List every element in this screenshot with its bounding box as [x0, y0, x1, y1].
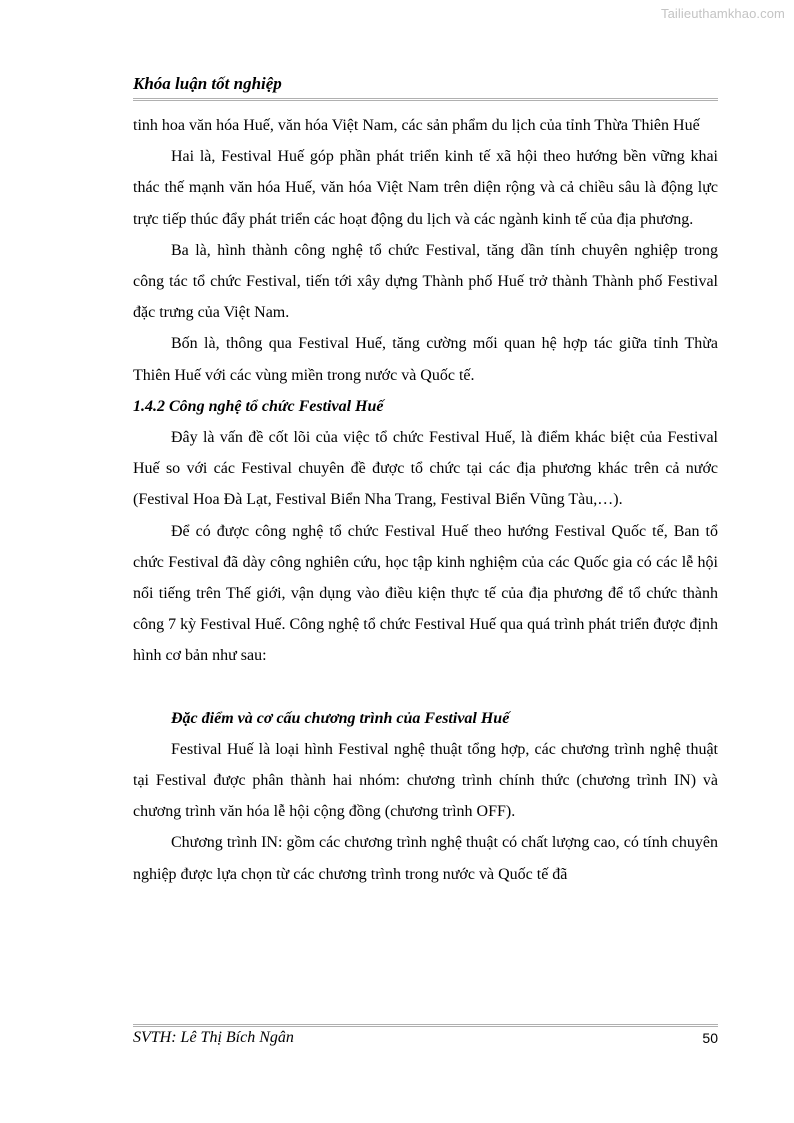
watermark: Tailieuthamkhao.com: [660, 6, 785, 21]
paragraph-4: Bốn là, thông qua Festival Huế, tăng cường mối quan hệ hợp tác giữa tỉnh Thừa Thiên Huế với các vùng miền trong nước và Quốc tế.: [133, 335, 718, 384]
spacer: [133, 672, 718, 703]
footer-author: SVTH: Lê Thị Bích Ngân: [133, 1029, 294, 1046]
paragraph-8: Chương trình IN: gồm các chương trình nghệ thuật có chất lượng cao, có tính chuyên nghiệp được lựa chọn từ các chương trình trong nước và Quốc tế đã: [133, 834, 718, 883]
section-heading-1-4-2: 1.4.2 Công nghệ tổ chức Festival Huế: [133, 397, 384, 415]
paragraph-7: Festival Huế là loại hình Festival nghệ thuật tổng hợp, các chương trình nghệ thuật tại Festival được phân thành hai nhóm: chương trình chính thức (chương trình IN) và chương trình văn hóa lễ hội cộng đồng (chương trình OFF).: [133, 740, 718, 821]
paragraph-3: Ba là, hình thành công nghệ tổ chức Festival, tăng dần tính chuyên nghiệp trong công tác tổ chức Festival, tiến tới xây dựng Thành phố Huế trở thành Thành phố Festival đặc trưng của Việt Nam.: [133, 241, 718, 322]
paragraph-2: Hai là, Festival Huế góp phần phát triển kinh tế xã hội theo hướng bền vững khai thác thế mạnh văn hóa Huế, văn hóa Việt Nam trên diện rộng và cả chiều sâu là động lực trực tiếp thúc đẩy phát triển các hoạt động du lịch và các ngành kinh tế của địa phương.: [133, 148, 718, 228]
document-body: [133, 110, 718, 890]
subsection-heading: Đặc điểm và cơ cấu chương trình của Festival Huế: [171, 709, 510, 727]
page-header-title: Khóa luận tốt nghiệp: [133, 74, 282, 93]
paragraph-1: tinh hoa văn hóa Huế, văn hóa Việt Nam, các sản phẩm du lịch của tỉnh Thừa Thiên Huế: [133, 117, 700, 134]
paragraph-6: Để có được công nghệ tổ chức Festival Huế theo hướng Festival Quốc tế, Ban tổ chức Festival đã dày công nghiên cứu, học tập kinh nghiệm của các Quốc gia có các lễ hội nổi tiếng trên Thế giới, vận dụng vào điều kiện thực tế của địa phương để tổ chức thành công 7 kỳ Festival Huế. Công nghệ tổ chức Festival Huế qua quá trình phát triển được định hình cơ bản như sau:: [133, 522, 718, 665]
footer-divider: [133, 1024, 718, 1027]
paragraph-5: Đây là vấn đề cốt lõi của việc tổ chức Festival Huế, là điểm khác biệt của Festival Huế so với các Festival chuyên đề được tổ chức tại các địa phương khác trên cả nước (Festival Hoa Đà Lạt, Festival Biển Nha Trang, Festival Biển Vũng Tàu,…).: [133, 429, 718, 509]
header-divider: [133, 98, 718, 101]
page-number: 50: [702, 1030, 718, 1046]
